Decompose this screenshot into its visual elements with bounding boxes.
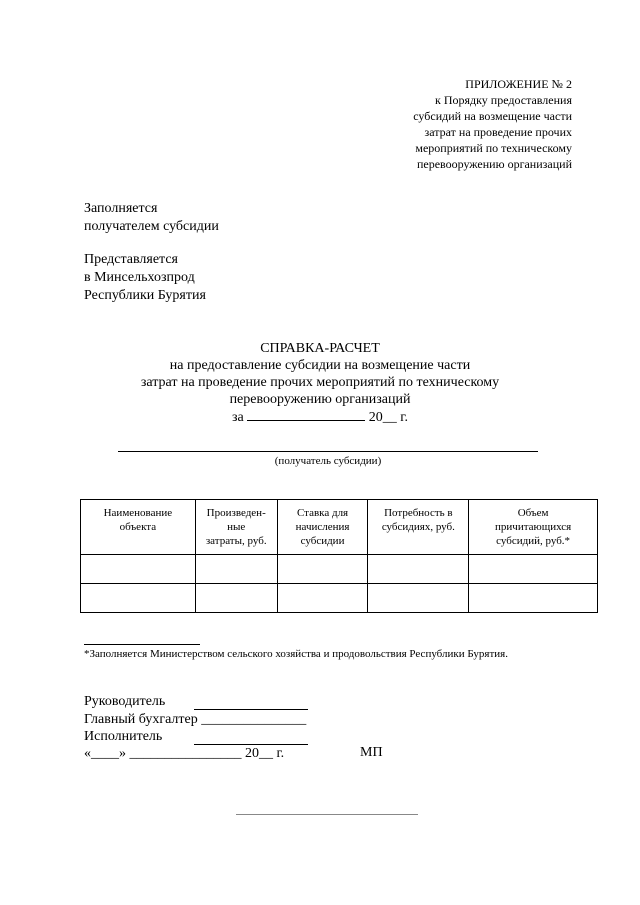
document-title (0, 340, 640, 426)
table-row (81, 555, 598, 584)
submitted-to-line: Республики Бурятия (84, 288, 206, 303)
period-blank[interactable] (247, 408, 365, 421)
table-cell[interactable] (368, 584, 469, 613)
title-heading: СПРАВКА-РАСЧЕТ (260, 341, 380, 356)
recipient-field-line[interactable] (118, 451, 538, 452)
header-costs: Произведен- ные затраты, руб. (195, 500, 277, 555)
table-header-row (81, 500, 598, 555)
table-cell[interactable] (81, 555, 196, 584)
bottom-divider (236, 814, 418, 815)
footnote-text: *Заполняется Министерством сельского хозяйства и продовольствия Республики Бурятия. (84, 648, 508, 660)
filled-by-note (84, 200, 219, 236)
appendix-reference (413, 76, 572, 172)
appendix-line: к Порядку предоставления (434, 93, 572, 107)
chief-accountant-signature: Главный бухгалтер _______________ (84, 712, 307, 727)
date-line: «____» ________________ 20__ г. (84, 746, 285, 761)
stamp-place: МП (360, 745, 383, 760)
filled-by-line: Заполняется (84, 201, 158, 216)
header-object-name: Наименование объекта (81, 500, 196, 555)
submitted-to-note (84, 251, 206, 305)
table-cell[interactable] (469, 584, 598, 613)
appendix-line: перевооружению организаций (416, 157, 572, 171)
title-line: перевооружению организаций (229, 392, 411, 407)
table-cell[interactable] (81, 584, 196, 613)
submitted-to-line: Представляется (84, 252, 178, 267)
footnote-separator (84, 644, 200, 645)
header-need: Потребность в субсидиях, руб. (368, 500, 469, 555)
title-line: на предоставление субсидии на возмещение части (169, 358, 471, 373)
head-signature-label: Руководитель (84, 694, 166, 709)
period-prefix: за (232, 410, 244, 425)
executor-signature-label: Исполнитель (84, 729, 163, 744)
recipient-caption: (получатель субсидии) (274, 455, 382, 467)
filled-by-line: получателем субсидии (84, 219, 219, 234)
appendix-line: субсидий на возмещение части (413, 109, 572, 123)
table-cell[interactable] (368, 555, 469, 584)
title-line: затрат на проведение прочих мероприятий по техническому (140, 375, 500, 390)
table-cell[interactable] (277, 555, 368, 584)
head-signature-line[interactable] (194, 709, 308, 710)
appendix-line: мероприятий по техническому (415, 141, 572, 155)
header-rate: Ставка для начисления субсидии (277, 500, 368, 555)
period-line (0, 408, 640, 426)
appendix-line: затрат на проведение прочих (424, 125, 572, 139)
header-subsidy-amount: Объем причитающихся субсидий, руб.* (469, 500, 598, 555)
period-year: 20__ г. (368, 410, 408, 425)
table-cell[interactable] (469, 555, 598, 584)
appendix-number: ПРИЛОЖЕНИЕ № 2 (465, 77, 572, 91)
table-row (81, 584, 598, 613)
submitted-to-line: в Минсельхозпрод (84, 270, 195, 285)
table-cell[interactable] (277, 584, 368, 613)
table-cell[interactable] (195, 584, 277, 613)
calculation-table (80, 499, 598, 613)
table-cell[interactable] (195, 555, 277, 584)
